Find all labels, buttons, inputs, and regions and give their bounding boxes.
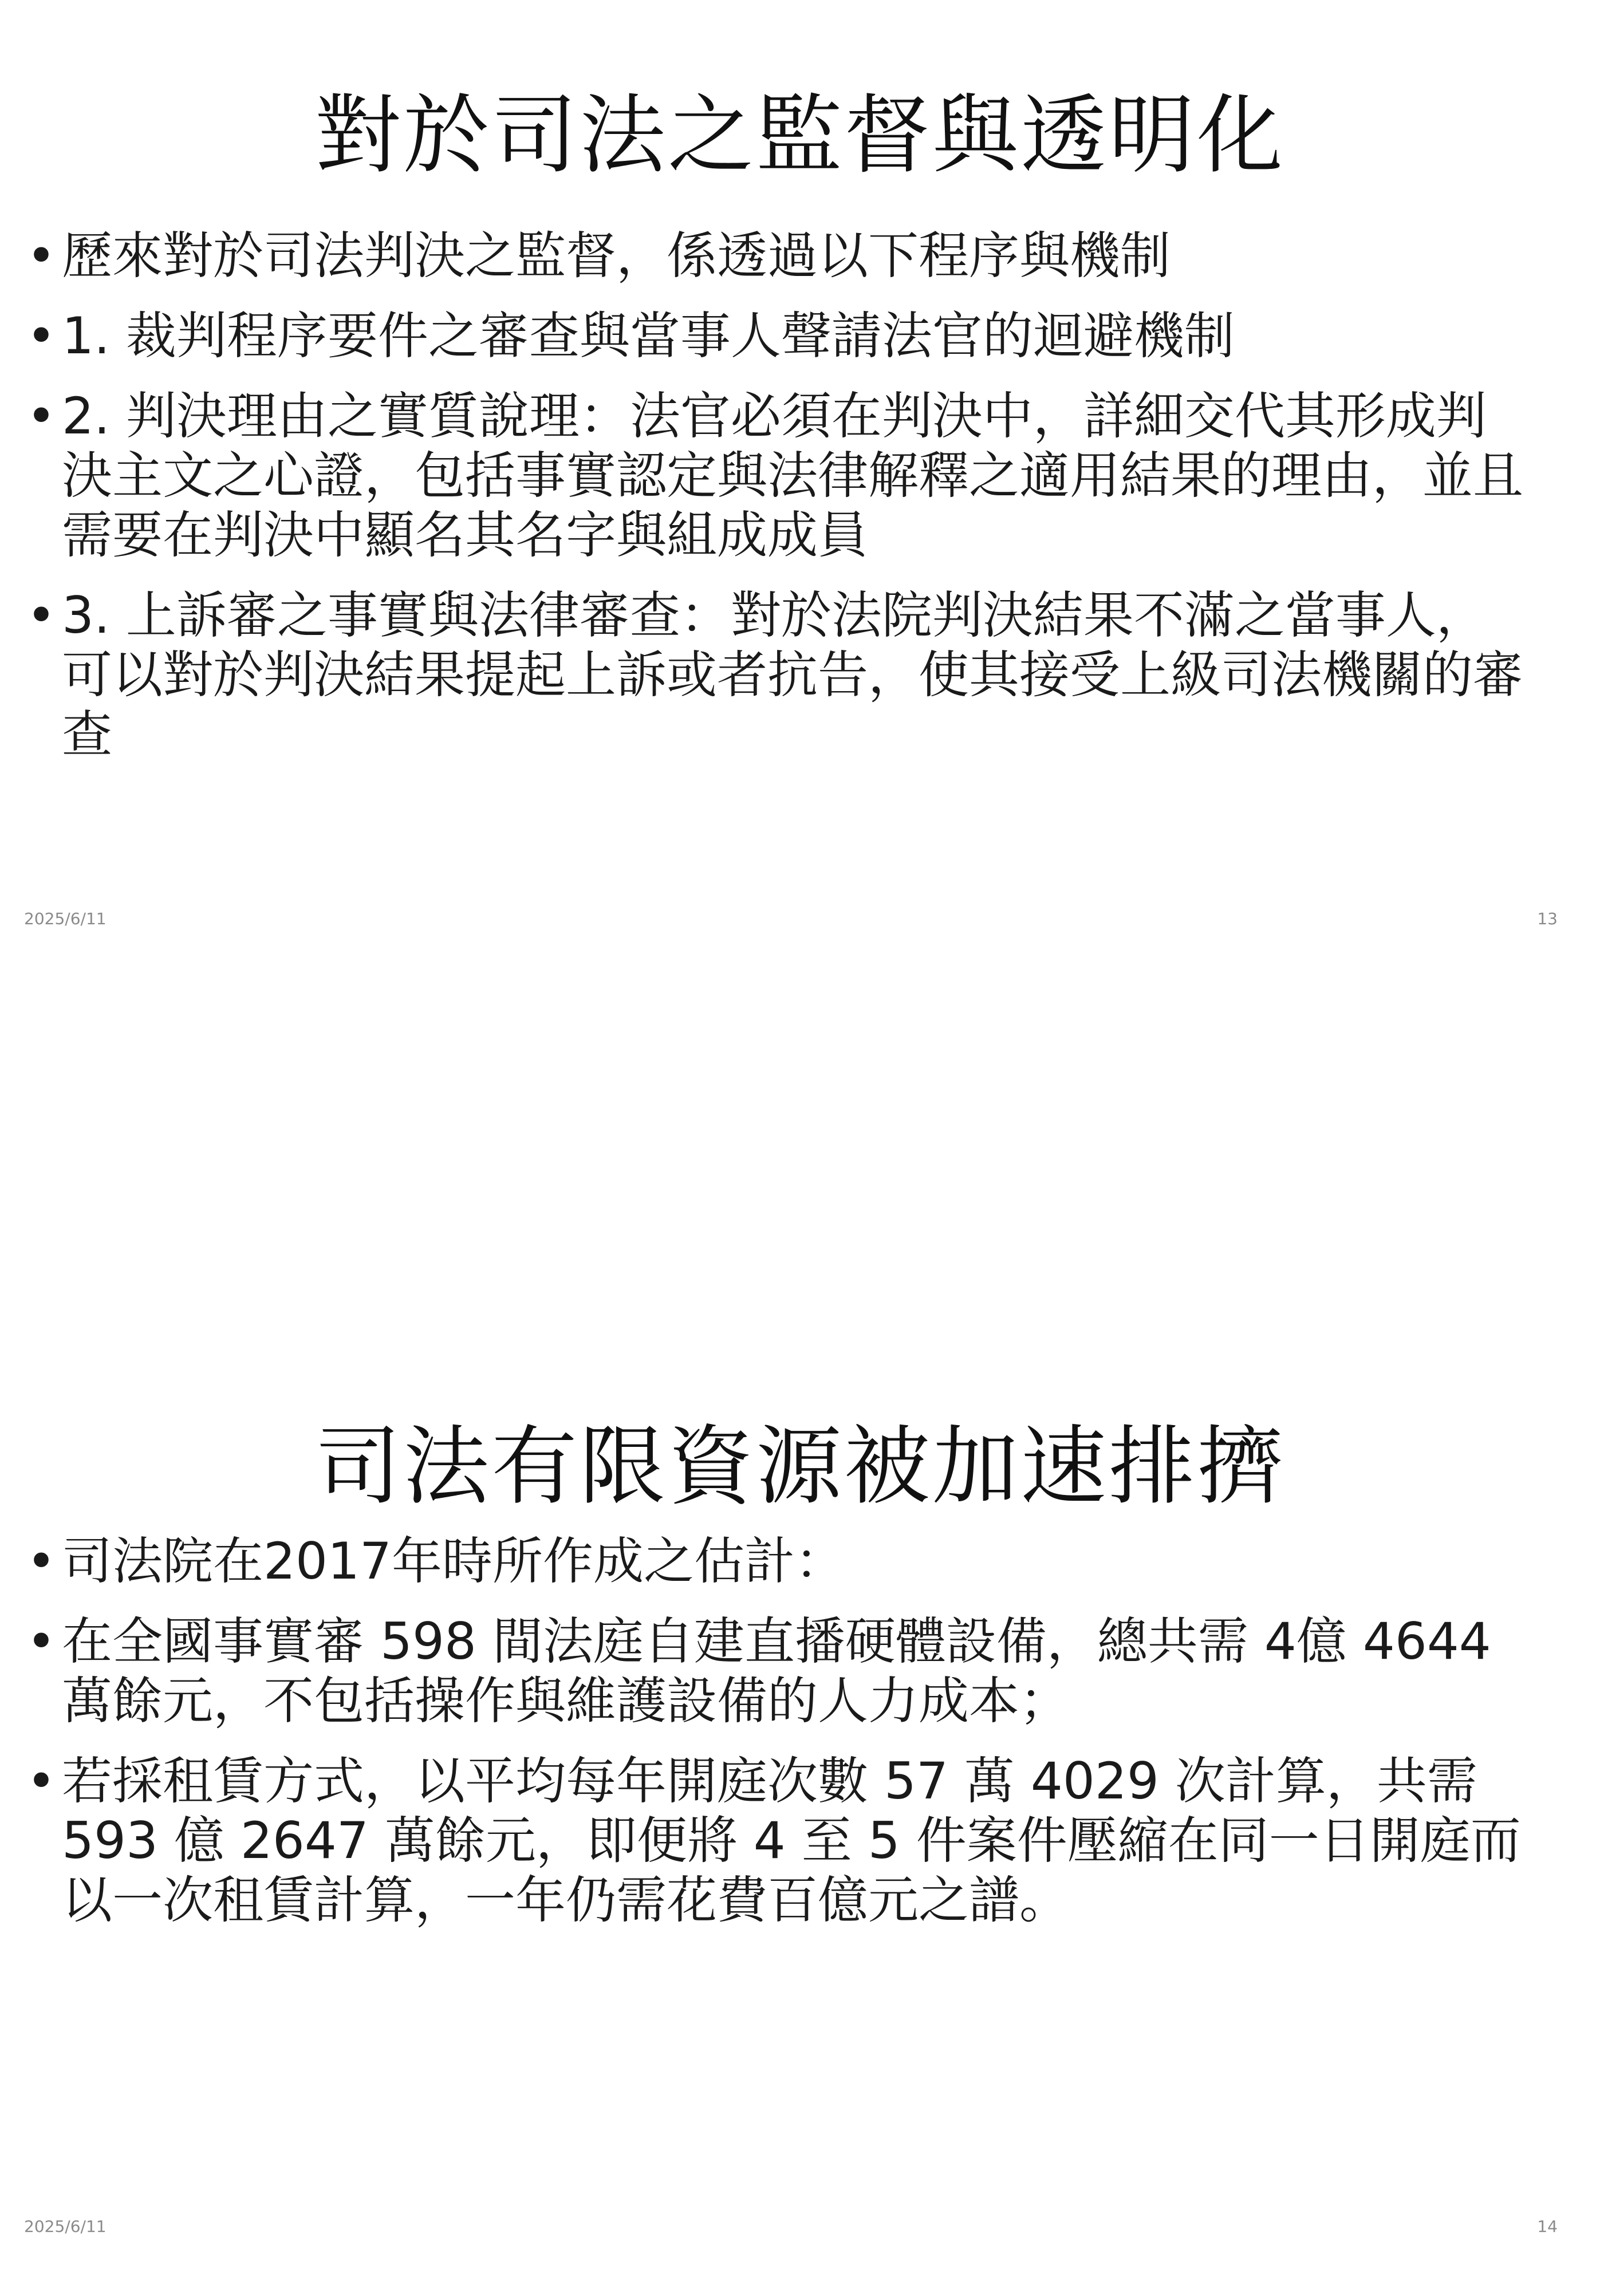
slide-title: 司法有限資源被加速排擠 [314,1417,1285,1517]
slide-title: 對於司法之監督與透明化 [314,86,1285,186]
slide-13 [0,0,1600,985]
bullet-icon: • [26,386,56,445]
page-number: 14 [1537,2217,1558,2236]
bullet-item [23,306,1523,366]
bullet-item [23,386,1523,565]
bullet-item [23,226,1523,286]
bullet-text: 在全國事實審 598 間法庭自建直播硬體設備，總共需 4億 4644 萬餘元，不包括操作與維護設備的人力成本； [62,1612,1491,1730]
bullet-text: 歷來對於司法判決之監督，係透過以下程序與機制 [62,226,1171,285]
bullet-text: 3. 上訴審之事實與法律審查：對於法院判決結果不滿之當事人，可以對於判決結果提起上訴或者抗告，使其接受上級司法機關的審查 [62,586,1524,764]
bullet-icon: • [26,306,56,365]
bullet-text: 若採租賃方式，以平均每年開庭次數 57 萬 4029 次計算，共需 593 億 2647 萬餘元，即便將 4 至 5 件案件壓縮在同一日開庭而以一次租賃計算，一年仍需花費百億元之譜。 [62,1751,1521,1930]
bullet-item [23,1751,1523,1930]
bullet-list [23,1532,1523,1951]
bullet-icon: • [26,1751,56,1810]
page-number: 13 [1537,909,1558,928]
bullet-item [23,1532,1523,1591]
slide-14 [0,1351,1600,2296]
bullet-icon: • [26,586,56,645]
bullet-text: 2. 判決理由之實質說理：法官必須在判決中，詳細交代其形成判決主文之心證，包括事實認定與法律解釋之適用結果的理由，並且需要在判決中顯名其名字與組成成員 [62,386,1524,565]
slide-footer [0,909,1600,938]
bullet-text: 1. 裁判程序要件之審查與當事人聲請法官的迴避機制 [62,306,1235,365]
bullet-item [23,586,1523,764]
slide-footer [0,2217,1600,2246]
bullet-text: 司法院在2017年時所作成之估計： [62,1532,845,1591]
footer-date: 2025/6/11 [24,2217,107,2236]
bullet-icon: • [26,226,56,285]
footer-date: 2025/6/11 [24,909,107,928]
bullet-icon: • [26,1612,56,1671]
bullet-icon: • [26,1532,56,1591]
bullet-item [23,1612,1523,1731]
bullet-list [23,226,1523,785]
